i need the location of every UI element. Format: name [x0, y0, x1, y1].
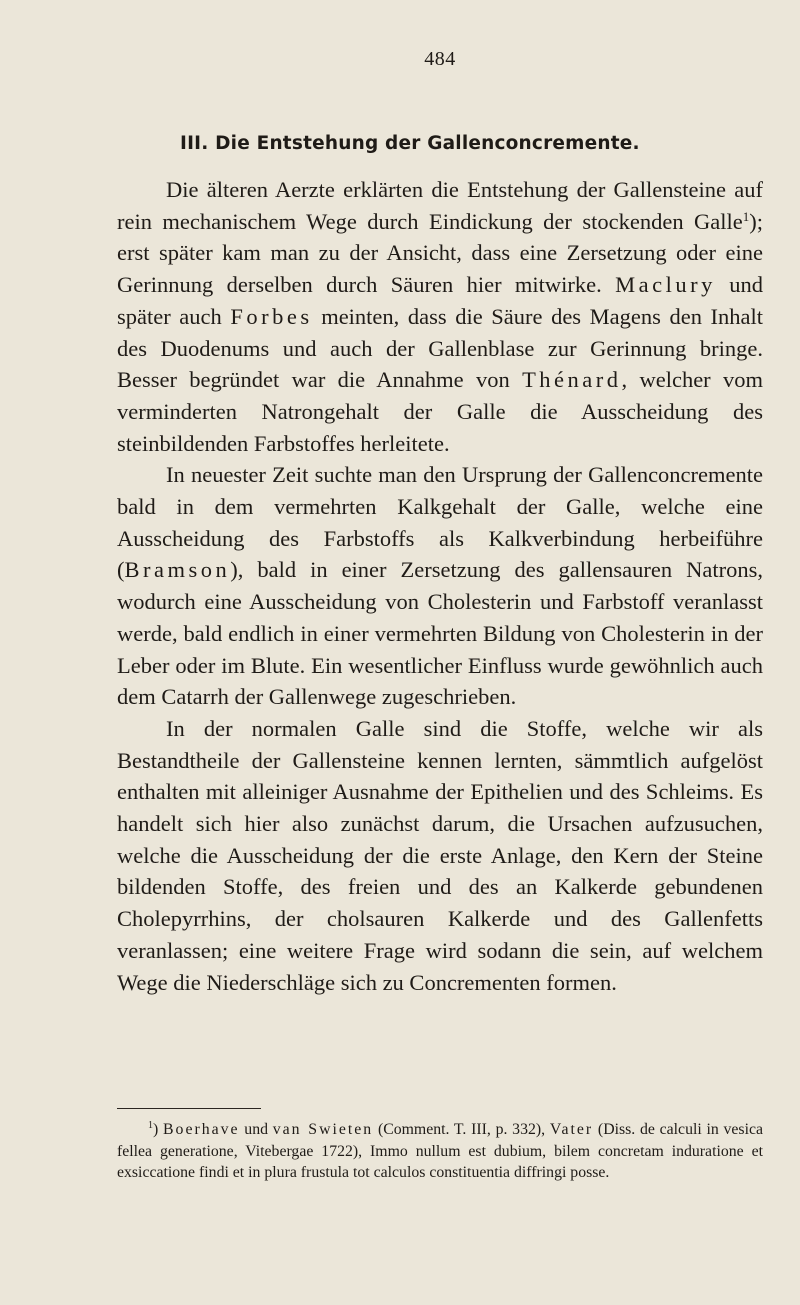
body-text [117, 174, 763, 998]
author-name-van-swieten: van Swieten [272, 1121, 374, 1138]
footnote-mark: 1 [148, 1120, 153, 1131]
footnote-text-b: und [239, 1121, 273, 1138]
paragraph-1-text-b: ); erst später kam man zu der Ansicht, dass eine Zersetzung oder eine Gerinnung derselben durch Säuren hier mitwirke. [117, 208, 763, 298]
paragraph-2 [117, 459, 763, 713]
author-name-bramson: Bramson [124, 557, 231, 583]
paragraph-2-text-b: ), bald in einer Zersetzung des gallensauren Natrons, wodurch eine Ausscheidung von Cholesterin und Farbstoff veranlasst werde, bald endlich in einer vermehrten Bildung von Cholesterin in der Leber oder im Blute. Ein wesentlicher Einfluss wurde gewöhnlich auch dem Catarrh der Gallenwege zugeschrieben. [117, 557, 763, 710]
author-name-vater: Vater [549, 1121, 594, 1138]
paragraph-1 [117, 174, 763, 459]
paragraph-1-text-d: meinten, dass die Säure des Magens den Inhalt des Duodenums und auch der Gallenblase zur Gerinnung bringe. Besser begründet war die Annahme von [117, 303, 763, 393]
page-number: 484 [424, 48, 456, 70]
paragraph-1-text-c: und später auch [117, 272, 763, 329]
paragraph-1-text-a: Die älteren Aerzte erklärten die Entstehung der Gallensteine auf rein mechanischem Wege durch Eindickung der stockenden Galle [117, 177, 763, 234]
footnote-reference: 1 [742, 208, 750, 224]
paragraph-2-text-a: In neuester Zeit suchte man den Ursprung der Gallenconcremente bald in dem vermehrten Kalkgehalt der Galle, welche eine Ausscheidung des Farbstoffs als Kalkverbindung herbeiführe ( [117, 462, 763, 583]
footnote-text-a: ) [153, 1121, 164, 1138]
footnote-divider [117, 1108, 261, 1109]
paragraph-1-text-e: , welcher vom verminderten Natrongehalt der Galle die Ausscheidung des steinbildenden Farbstoffes herleitete. [117, 367, 763, 456]
author-name-boerhave: Boerhave [163, 1121, 240, 1138]
footnote-indent [117, 1121, 153, 1138]
author-name-forbes: Forbes [230, 303, 313, 329]
chapter-title: III. Die Entstehung der Gallenconcremente. [180, 133, 640, 154]
footnote-text-d: (Diss. de calculi in vesica fellea generatione, Vitebergae 1722), Immo nullum est dubium, bilem concretam induratione et exsiccatione findi et in plura frustula tot calculos constituentia diffringi posse. [117, 1121, 763, 1182]
paragraph-3-text: In der normalen Galle sind die Stoffe, welche wir als Bestandtheile der Gallensteine kennen lernten, sämmtlich aufgelöst enthalten mit alleiniger Ausnahme der Epithelien und des Schleims. Es handelt sich hier also zunächst darum, die Ursachen aufzusuchen, welche die Ausscheidung der die erste Anlage, den Kern der Steine bildenden Stoffe, des freien und des an Kalkerde gebundenen Cholepyrrhins, der cholsauren Kalkerde und des Gallenfetts veranlassen; eine weitere Frage wird sodann die sein, auf welchem Wege die Niederschläge sich zu Concrementen formen. [117, 715, 763, 995]
author-name-maclury: Maclury [615, 272, 716, 298]
paragraph-3 [117, 713, 763, 998]
author-name-thenard: Thénard [522, 367, 622, 393]
footnote-text-c: (Comment. T. III, p. 332), [373, 1121, 550, 1138]
footnote [117, 1119, 763, 1184]
